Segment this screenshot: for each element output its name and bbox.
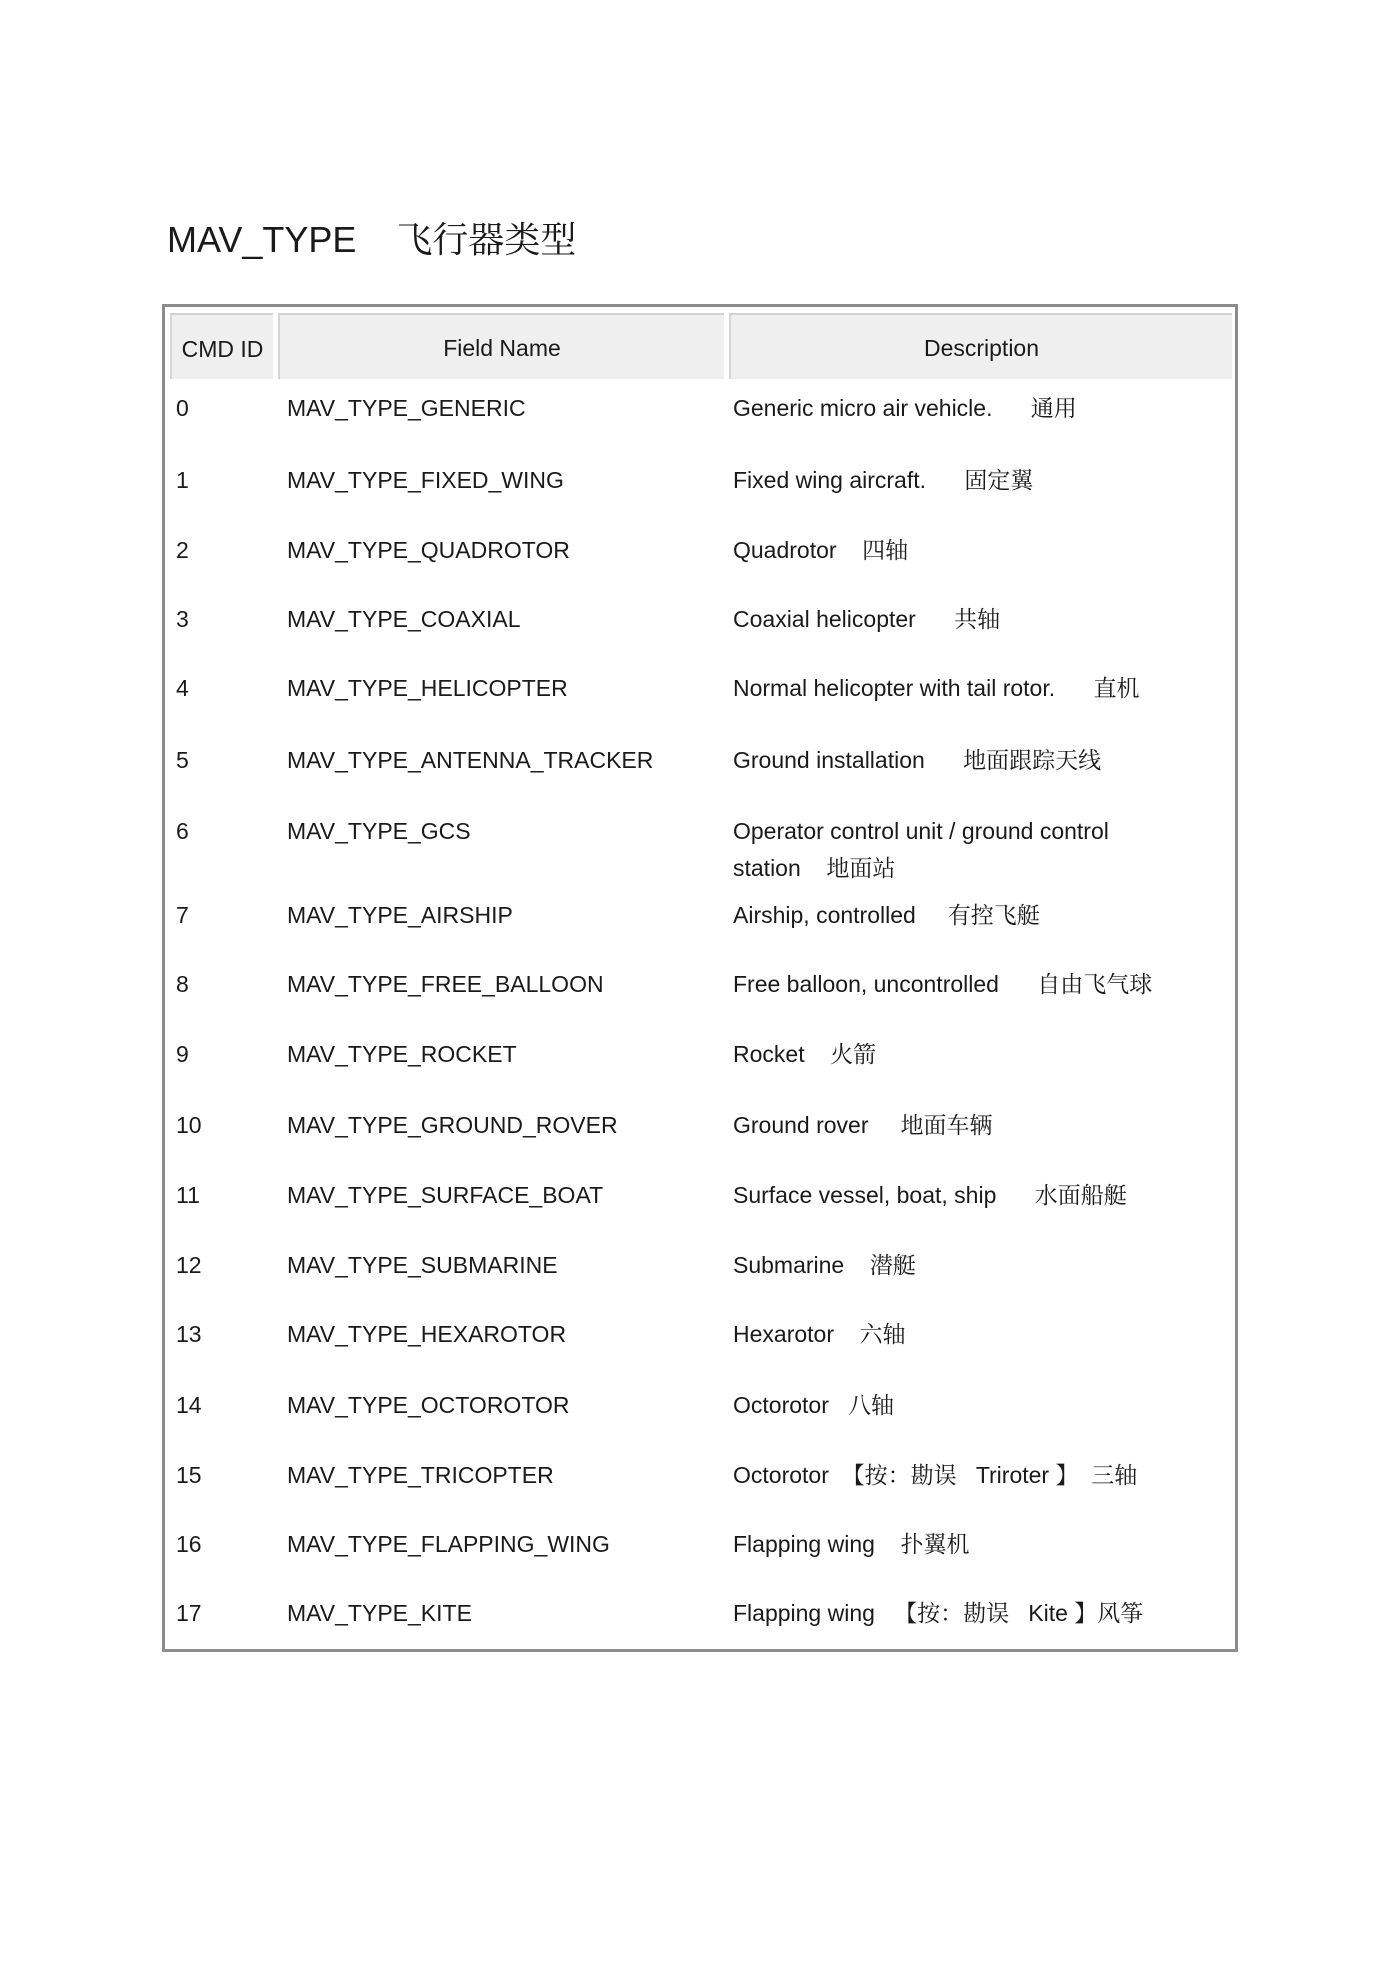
header-description: Description — [729, 313, 1232, 379]
row-field-name: MAV_TYPE_KITE — [287, 1600, 472, 1626]
row-field-name: MAV_TYPE_SUBMARINE — [287, 1252, 558, 1278]
row-field-name: MAV_TYPE_GROUND_ROVER — [287, 1112, 618, 1138]
page-title — [167, 212, 576, 263]
row-description: Quadrotor 四轴 — [733, 537, 909, 563]
row-field-name: MAV_TYPE_COAXIAL — [287, 606, 521, 632]
page-title-main: MAV_TYPE — [167, 219, 357, 260]
row-cmd-id: 1 — [176, 467, 189, 493]
row-cmd-id: 12 — [176, 1252, 202, 1278]
row-description: Surface vessel, boat, ship 水面船艇 — [733, 1182, 1127, 1208]
row-description: Ground installation 地面跟踪天线 — [733, 747, 1102, 773]
row-field-name: MAV_TYPE_FIXED_WING — [287, 467, 564, 493]
row-cmd-id: 6 — [176, 818, 189, 844]
row-field-name: MAV_TYPE_SURFACE_BOAT — [287, 1182, 604, 1208]
mav-type-table — [162, 304, 1238, 1652]
row-description: Coaxial helicopter 共轴 — [733, 606, 1001, 632]
row-description: Generic micro air vehicle. 通用 — [733, 395, 1077, 421]
row-description: Flapping wing 扑翼机 — [733, 1531, 970, 1557]
row-description: Submarine 潜艇 — [733, 1252, 916, 1278]
row-description: Ground rover 地面车辆 — [733, 1112, 993, 1138]
row-cmd-id: 17 — [176, 1600, 202, 1626]
row-cmd-id: 3 — [176, 606, 189, 632]
row-description: Free balloon, uncontrolled 自由飞气球 — [733, 971, 1153, 997]
row-field-name: MAV_TYPE_HELICOPTER — [287, 675, 568, 701]
row-cmd-id: 14 — [176, 1392, 202, 1418]
row-cmd-id: 0 — [176, 395, 189, 421]
row-description: Hexarotor 六轴 — [733, 1321, 906, 1347]
row-cmd-id: 2 — [176, 537, 189, 563]
page-title-zh: 飞行器类型 — [396, 219, 577, 260]
header-field-name: Field Name — [278, 313, 724, 379]
row-description: Octorotor 八轴 — [733, 1392, 895, 1418]
row-description: Rocket 火箭 — [733, 1041, 877, 1067]
row-cmd-id: 7 — [176, 902, 189, 928]
row-cmd-id: 16 — [176, 1531, 202, 1557]
row-cmd-id: 8 — [176, 971, 189, 997]
header-cmd-id: CMD ID — [170, 313, 273, 379]
row-cmd-id: 4 — [176, 675, 189, 701]
row-cmd-id: 10 — [176, 1112, 202, 1138]
row-description: Airship, controlled 有控飞艇 — [733, 902, 1040, 928]
row-field-name: MAV_TYPE_HEXAROTOR — [287, 1321, 567, 1347]
row-field-name: MAV_TYPE_ROCKET — [287, 1041, 517, 1067]
row-description: Flapping wing 【按：勘误 Kite 】风筝 — [733, 1600, 1144, 1626]
row-cmd-id: 13 — [176, 1321, 202, 1347]
row-field-name: MAV_TYPE_AIRSHIP — [287, 902, 513, 928]
row-cmd-id: 11 — [176, 1182, 200, 1208]
row-field-name: MAV_TYPE_GCS — [287, 818, 471, 844]
row-description: Fixed wing aircraft. 固定翼 — [733, 467, 1034, 493]
row-field-name: MAV_TYPE_TRICOPTER — [287, 1462, 554, 1488]
row-field-name: MAV_TYPE_QUADROTOR — [287, 537, 570, 563]
row-description: Octorotor 【按：勘误 Triroter 】 三轴 — [733, 1462, 1138, 1488]
row-description: Normal helicopter with tail rotor. 直机 — [733, 675, 1140, 701]
row-field-name: MAV_TYPE_ANTENNA_TRACKER — [287, 747, 654, 773]
row-cmd-id: 15 — [176, 1462, 202, 1488]
row-field-name: MAV_TYPE_FLAPPING_WING — [287, 1531, 610, 1557]
row-cmd-id: 9 — [176, 1041, 189, 1067]
row-field-name: MAV_TYPE_FREE_BALLOON — [287, 971, 604, 997]
row-field-name: MAV_TYPE_OCTOROTOR — [287, 1392, 570, 1418]
row-field-name: MAV_TYPE_GENERIC — [287, 395, 526, 421]
row-description: Operator control unit / ground control station 地面站 — [733, 818, 1116, 881]
row-cmd-id: 5 — [176, 747, 189, 773]
